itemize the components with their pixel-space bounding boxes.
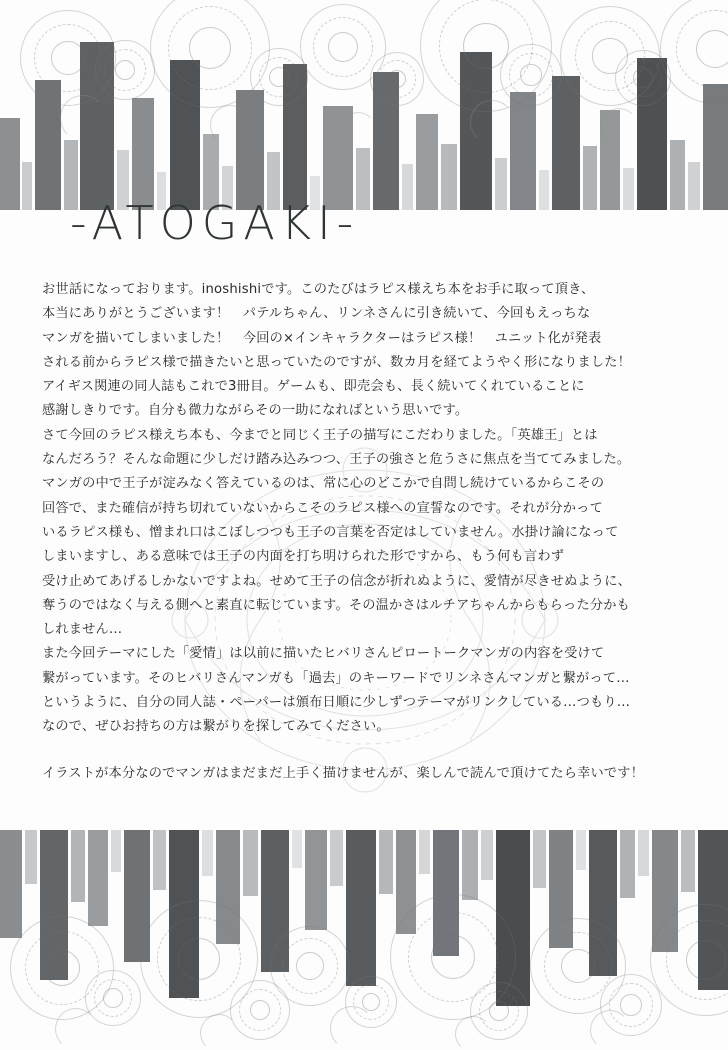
lace-circle-ornament	[500, 44, 562, 106]
top-decoration-band	[0, 0, 728, 210]
afterword-line: いるラピス様も、憎まれ口はこぼしつつも王子の言葉を否定はしていません。水掛け論になって	[42, 524, 619, 540]
afterword-paragraph-list	[42, 278, 690, 740]
afterword-line: 奪うのではなく与える側へと素直に転じています。その温かさはルチアちゃんからもらった分かも	[42, 597, 630, 613]
decorative-bar	[22, 162, 32, 210]
swirl-ornament	[470, 100, 514, 144]
decorative-bar	[495, 158, 507, 210]
decorative-bar	[402, 164, 413, 210]
afterword-closing-line: イラストが本分なのでマンガはまだまだ上手く描けませんが、楽しんで読んで頂けてたら幸いです！	[42, 765, 645, 781]
decorative-bar	[0, 118, 20, 210]
swirl-ornament	[200, 1014, 238, 1050]
swirl-ornament	[210, 105, 250, 145]
lace-circle-ornament	[370, 52, 424, 106]
decorative-bar	[462, 830, 478, 900]
decorative-bar	[638, 830, 649, 876]
page-title: -ATOGAKI-	[70, 196, 360, 250]
afterword-line: 繋がっています。そのヒバリさんマンガも「過去」のキーワードでリンネさんマンガと繋がって…	[42, 670, 630, 686]
decorative-bar	[25, 830, 37, 884]
afterword-line: しれません…	[42, 622, 123, 638]
decorative-bar	[419, 830, 430, 874]
swirl-ornament	[340, 112, 376, 148]
decorative-bar	[533, 830, 546, 888]
swirl-ornament	[330, 1006, 374, 1050]
lace-circle-ornament	[95, 40, 155, 100]
afterword-line: される前からラピス様で描きたいと思っていたのですが、数カ月を経てようやく形になりました！	[42, 354, 632, 370]
decorative-bar	[346, 830, 376, 986]
decorative-bar	[441, 144, 457, 210]
decorative-bar	[71, 830, 85, 902]
decorative-bar	[481, 830, 493, 880]
afterword-line: なので、ぜひお持ちの方は繋がりを探してみてください。	[42, 719, 390, 735]
afterword-line: マンガを描いてしまいました！ 今回の×インキャラクターはラピス様！ ユニット化が発表	[42, 330, 602, 346]
decorative-bar	[153, 830, 166, 890]
afterword-line: 本当にありがとうございます！ パテルちゃん、リンネさんに引き続いて、今回もえっちな	[42, 306, 591, 322]
decorative-bar	[243, 830, 258, 896]
decorative-bar	[330, 830, 343, 886]
afterword-line: 受け止めてあげるしかないですよね。せめて王子の信念が折れぬように、愛情が尽きせぬように、	[42, 573, 632, 589]
decorative-bar	[379, 830, 393, 894]
decorative-bar	[0, 830, 22, 938]
decorative-bar	[620, 830, 635, 898]
decorative-bar	[416, 114, 438, 210]
afterword-text	[42, 278, 690, 786]
swirl-ornament	[590, 1010, 630, 1050]
lace-circle-ornament	[250, 48, 308, 106]
bottom-decoration-band	[0, 830, 728, 1050]
afterword-line: 感謝しきりです。自分も微力ながらその一助になればという思いです。	[42, 403, 469, 419]
lace-circle-ornament	[230, 980, 290, 1040]
decorative-bar	[132, 98, 154, 210]
decorative-bar	[688, 162, 700, 210]
afterword-line: しまいますし、ある意味では王子の内面を打ち明けられた形ですから、もう何も言わず	[42, 549, 565, 565]
afterword-line: というように、自分の同人誌・ペーパーは頒布日順に少しずつテーマがリンクしている…つもり…	[42, 695, 631, 711]
decorative-bar	[583, 146, 597, 210]
decorative-bar	[681, 830, 695, 892]
afterword-line: マンガの中で王子が淀みなく答えているのは、常に心のどこかで自問し続けているからこその	[42, 476, 605, 492]
decorative-bar	[510, 92, 536, 210]
swirl-ornament	[60, 95, 106, 141]
decorative-bar	[576, 830, 586, 870]
lace-circle-ornament	[615, 50, 671, 106]
decorative-bar	[305, 830, 327, 930]
afterword-line: また今回テーマにした「愛情」は以前に描いたヒバリさんピロートークマンガの内容を受けて	[42, 646, 605, 662]
decorative-bar	[88, 830, 108, 926]
afterword-line: アイギス関連の同人誌もこれで3冊目。ゲームも、即売会も、長く続いてくれていることに	[42, 379, 585, 395]
swirl-ornament	[600, 108, 638, 146]
afterword-line: さて今回のラピス様えち本も、今までと同じく王子の描写にこだわりました。「英雄王」とは	[42, 427, 598, 443]
decorative-bar	[111, 830, 121, 872]
decorative-bar	[670, 140, 685, 210]
afterword-line: お世話になっております。inoshishiです。このたびはラピス様えち本をお手に取って頂き、	[42, 282, 595, 297]
decorative-bar	[292, 830, 302, 868]
afterword-line: 回答で、また確信が持ち切れていないからこそのラピス様への宣誓なのです。それが分かって	[42, 500, 603, 516]
decorative-bar	[202, 830, 213, 876]
swirl-ornament	[455, 1016, 491, 1050]
afterword-line: なんだろう？そんな命題に少しだけ踏み込みつつ、王子の強さと危うさに焦点を当ててみました。	[42, 452, 631, 468]
decorative-bar	[552, 76, 580, 210]
lace-circle-ornament	[660, 0, 728, 104]
decorative-bar	[623, 168, 634, 210]
swirl-ornament	[55, 1008, 97, 1050]
decorative-bar	[539, 170, 549, 210]
